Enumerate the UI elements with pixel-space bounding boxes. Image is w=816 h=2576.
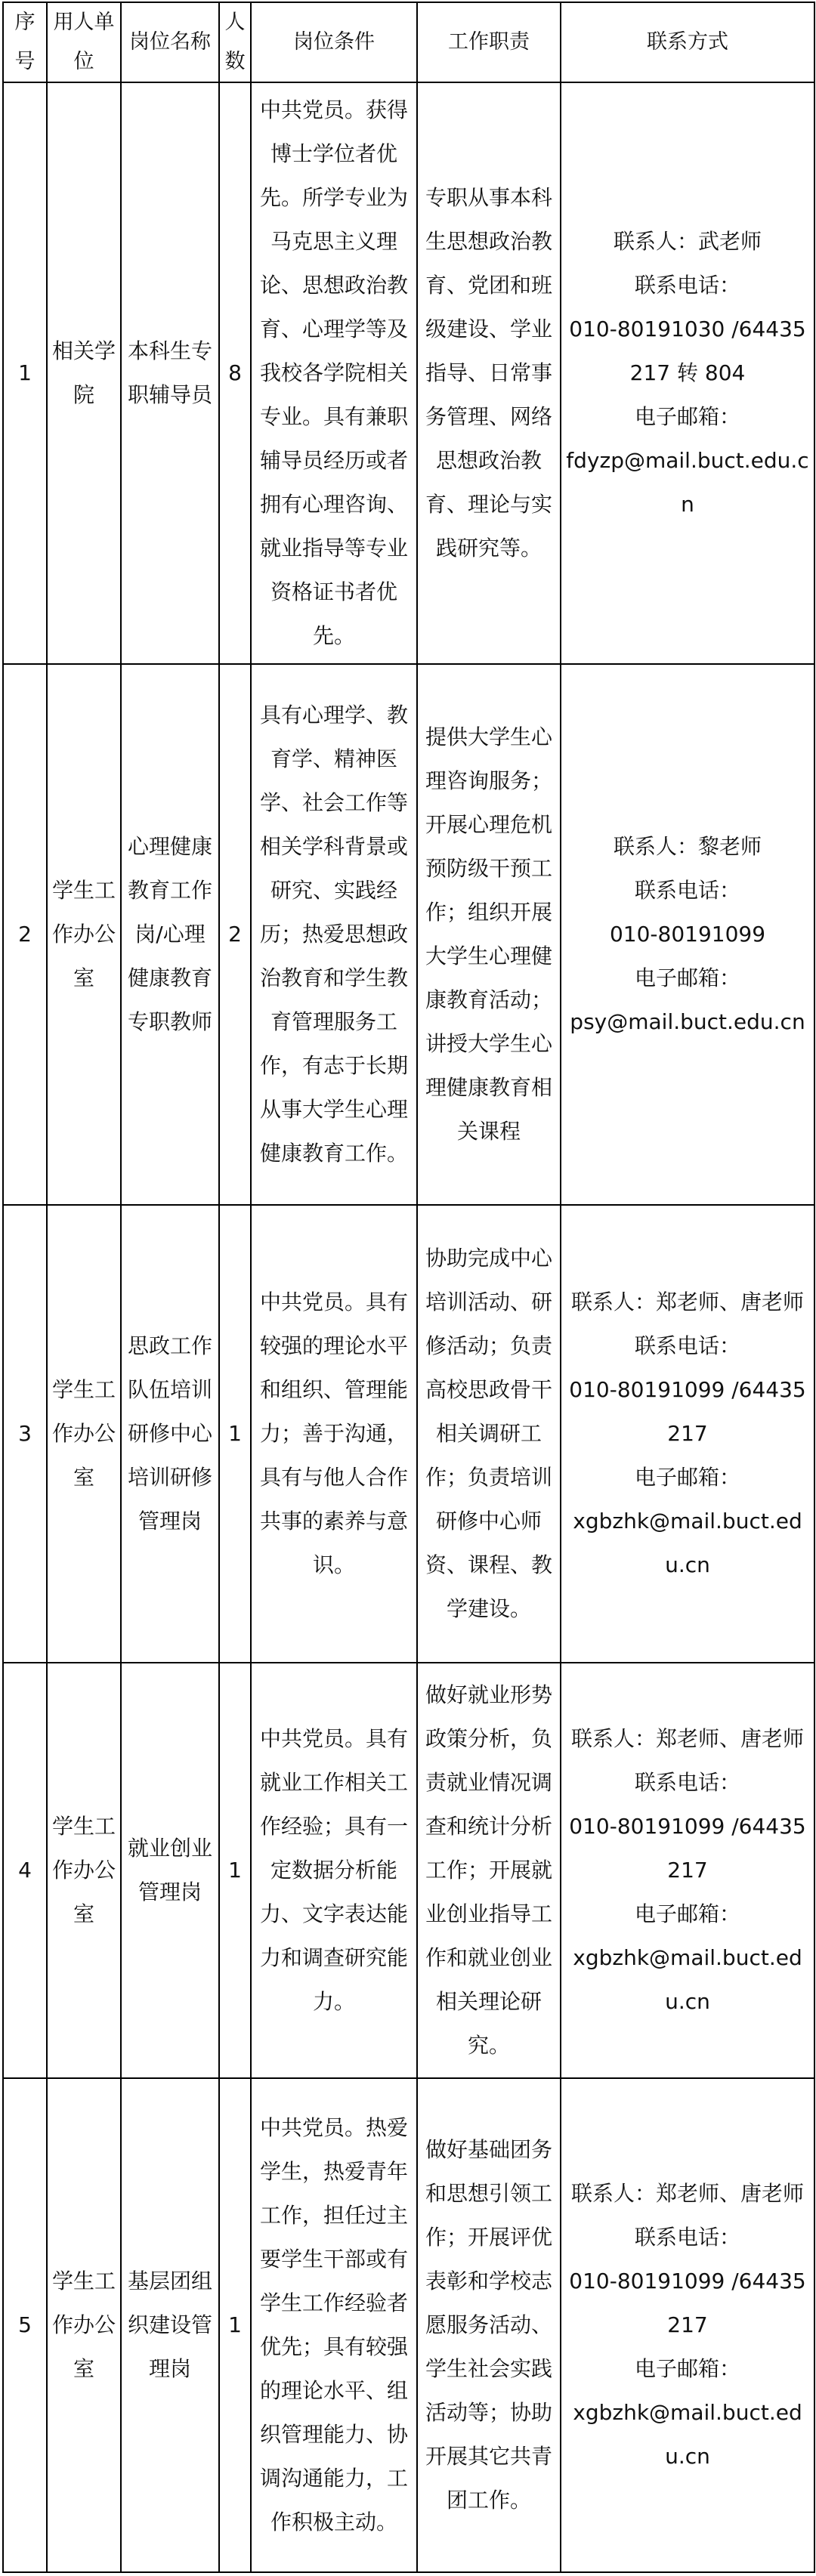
contact-email-label: 电子邮箱： [634, 1901, 740, 1926]
contact-phone: 010-80191099 /64435217 [569, 2269, 806, 2337]
header-count: 人数 [219, 2, 251, 82]
cell-requirements: 中共党员。具有就业工作相关工作经验；具有一定数据分析能力、文字表达能力和调查研究能力。 [251, 1663, 417, 2078]
cell-requirements: 中共党员。热爱学生，热爱青年工作，担任过主要学生干部或有学生工作经验者优先；具有较强的理论水平、组织管理能力、协调沟通能力，工作积极主动。 [251, 2078, 417, 2572]
cell-duties: 协助完成中心培训活动、研修活动；负责高校思政骨干相关调研工作；负责培训研修中心师资、课程、教学建设。 [417, 1205, 561, 1663]
table-row [3, 2078, 814, 2572]
cell-count: 2 [219, 664, 251, 1205]
contact-person: 联系人：郑老师、唐老师 [570, 2181, 804, 2206]
header-contact: 联系方式 [561, 2, 814, 82]
contact-phone-label: 联系电话： [634, 1333, 740, 1358]
contact-person: 联系人：武老师 [613, 229, 762, 254]
cell-position: 心理健康教育工作岗/心理健康教育专职教师 [121, 664, 219, 1205]
contact-phone-label: 联系电话： [634, 273, 740, 298]
cell-contact [561, 2078, 814, 2572]
cell-index: 1 [3, 82, 47, 664]
cell-contact [561, 1663, 814, 2078]
cell-duties: 做好基础团务和思想引领工作；开展评优表彰和学校志愿服务活动、学生社会实践活动等；协助开展其它共青团工作。 [417, 2078, 561, 2572]
contact-person: 联系人：黎老师 [613, 834, 762, 859]
cell-duties: 做好就业形势政策分析，负责就业情况调查和统计分析工作；开展就业创业指导工作和就业创业相关理论研究。 [417, 1663, 561, 2078]
cell-position: 本科生专职辅导员 [121, 82, 219, 664]
cell-contact [561, 1205, 814, 1663]
contact-email: fdyzp@mail.buct.edu.cn [566, 448, 809, 517]
cell-duties: 提供大学生心理咨询服务；开展心理危机预防级干预工作；组织开展大学生心理健康教育活动；讲授大学生心理健康教育相关课程 [417, 664, 561, 1205]
contact-email-label: 电子邮箱： [634, 965, 740, 990]
cell-duties: 专职从事本科生思想政治教育、党团和班级建设、学业指导、日常事务管理、网络思想政治教育、理论与实践研究等。 [417, 82, 561, 664]
cell-index: 2 [3, 664, 47, 1205]
cell-count: 1 [219, 1663, 251, 2078]
cell-index: 4 [3, 1663, 47, 2078]
cell-unit: 学生工作办公室 [47, 664, 121, 1205]
cell-unit: 学生工作办公室 [47, 1663, 121, 2078]
cell-position: 思政工作队伍培训研修中心培训研修管理岗 [121, 1205, 219, 1663]
cell-count: 8 [219, 82, 251, 664]
header-unit: 用人单位 [47, 2, 121, 82]
contact-email: xgbzhk@mail.buct.edu.cn [573, 1509, 802, 1577]
cell-count: 1 [219, 2078, 251, 2572]
recruitment-table [2, 2, 815, 2573]
header-position: 岗位名称 [121, 2, 219, 82]
contact-email: psy@mail.buct.edu.cn [570, 1009, 805, 1034]
cell-position: 就业创业管理岗 [121, 1663, 219, 2078]
table-row [3, 664, 814, 1205]
cell-position: 基层团组织建设管理岗 [121, 2078, 219, 2572]
contact-phone-label: 联系电话： [634, 1770, 740, 1795]
contact-email: xgbzhk@mail.buct.edu.cn [573, 2400, 802, 2469]
header-requirements: 岗位条件 [251, 2, 417, 82]
cell-unit: 学生工作办公室 [47, 1205, 121, 1663]
contact-phone-label: 联系电话： [634, 2225, 740, 2250]
contact-phone-label: 联系电话： [634, 878, 740, 903]
cell-requirements: 中共党员。获得博士学位者优先。所学专业为马克思主义理论、思想政治教育、心理学等及我校各学院相关专业。具有兼职辅导员经历或者拥有心理咨询、就业指导等专业资格证书者优先。 [251, 82, 417, 664]
contact-person: 联系人：郑老师、唐老师 [570, 1726, 804, 1751]
contact-email: xgbzhk@mail.buct.edu.cn [573, 1945, 802, 2014]
contact-phone: 010-80191099 /64435217 [569, 1814, 806, 1883]
cell-index: 3 [3, 1205, 47, 1663]
cell-unit: 相关学院 [47, 82, 121, 664]
contact-phone: 010-80191030 /64435217 转 804 [569, 317, 806, 385]
contact-email-label: 电子邮箱： [634, 404, 740, 429]
cell-contact [561, 82, 814, 664]
cell-requirements: 中共党员。具有较强的理论水平和组织、管理能力；善于沟通，具有与他人合作共事的素养与意识。 [251, 1205, 417, 1663]
contact-email-label: 电子邮箱： [634, 1465, 740, 1490]
cell-requirements: 具有心理学、教育学、精神医学、社会工作等相关学科背景或研究、实践经历；热爱思想政治教育和学生教育管理服务工作，有志于长期从事大学生心理健康教育工作。 [251, 664, 417, 1205]
contact-phone: 010-80191099 [609, 922, 766, 947]
contact-phone: 010-80191099 /64435217 [569, 1377, 806, 1446]
table-row [3, 1205, 814, 1663]
contact-email-label: 电子邮箱： [634, 2356, 740, 2381]
table-row [3, 82, 814, 664]
cell-contact [561, 664, 814, 1205]
header-row [3, 2, 814, 82]
header-index: 序号 [3, 2, 47, 82]
contact-person: 联系人：郑老师、唐老师 [570, 1290, 804, 1314]
cell-count: 1 [219, 1205, 251, 1663]
table-row [3, 1663, 814, 2078]
cell-index: 5 [3, 2078, 47, 2572]
cell-unit: 学生工作办公室 [47, 2078, 121, 2572]
header-duties: 工作职责 [417, 2, 561, 82]
